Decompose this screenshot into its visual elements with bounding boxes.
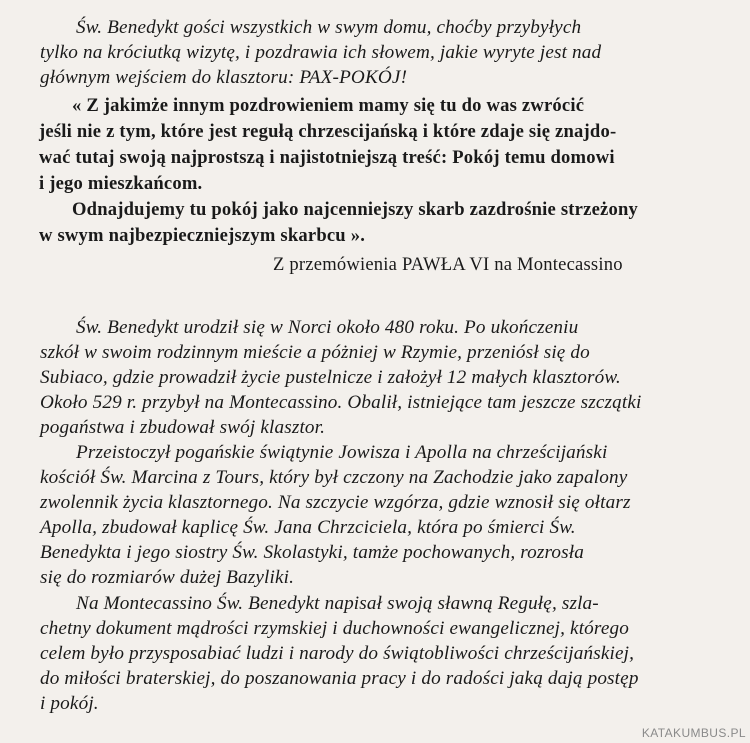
body-line: i pokój.	[40, 693, 99, 714]
body-line: celem było przysposabiać ludzi i narody do świątobliwości chrześcijańskiej,	[40, 643, 635, 664]
body-line: Apolla, zbudował kaplicę Św. Jana Chrzciciela, która po śmierci Św.	[40, 517, 576, 538]
quote-line: jeśli nie z tym, które jest regułą chrzescijańską i które zdaje się znajdo-	[39, 121, 617, 142]
quote-line: Odnajdujemy tu pokój jako najcenniejszy skarb zazdrośnie strzeżony	[72, 199, 639, 220]
body-line: pogaństwa i zbudował swój klasztor.	[40, 417, 326, 438]
body-line: do miłości braterskiej, do poszanowania pracy i do radości jaką dają postęp	[40, 668, 639, 689]
watermark: KATAKUMBUS.PL	[641, 726, 746, 740]
body-line: zwolennik życia klasztornego. Na szczycie wzgórza, gdzie wznosił się ołtarz	[40, 492, 631, 513]
quote-line: w swym najbezpieczniejszym skarbcu ».	[39, 225, 366, 246]
body-line: Przeistoczył pogańskie świątynie Jowisza i Apolla na chrześcijański	[76, 442, 608, 463]
intro-line: tylko na króciutką wizytę, i pozdrawia ich słowem, jakie wyryte jest nad	[40, 42, 602, 63]
quote-line: i jego mieszkańcom.	[39, 173, 203, 194]
body-line: szkół w swoim rodzinnym mieście a póżniej w Rzymie, przeniósł się do	[40, 342, 590, 363]
intro-line: Św. Benedykt gości wszystkich w swym domu, choćby przybyłych	[76, 17, 582, 38]
body-line: kościół Św. Marcina z Tours, który był czczony na Zachodzie jako zapalony	[40, 467, 628, 488]
body-line: Około 529 r. przybył na Montecassino. Obalił, istniejące tam jeszcze szczątki	[40, 392, 642, 413]
body-line: chetny dokument mądrości rzymskiej i duchowności ewangelicznej, którego	[40, 618, 629, 639]
quote-line: wać tutaj swoją najprostszą i najistotniejszą treść: Pokój temu domowi	[39, 147, 615, 168]
body-line: Na Montecassino Św. Benedykt napisał swoją sławną Regułę, szla-	[76, 593, 599, 614]
body-line: Św. Benedykt urodził się w Norci około 480 roku. Po ukończeniu	[76, 317, 579, 338]
body-line: się do rozmiarów dużej Bazyliki.	[40, 567, 295, 588]
quote-line: « Z jakimże innym pozdrowieniem mamy się tu do was zwrócić	[72, 95, 585, 116]
quote-source: Z przemówienia PAWŁA VI na Montecassino	[273, 254, 623, 275]
intro-line: głównym wejściem do klasztoru: PAX-POKÓJ!	[40, 67, 408, 88]
body-line: Benedykta i jego siostry Św. Skolastyki, tamże pochowanych, rozrosła	[40, 542, 584, 563]
body-line: Subiaco, gdzie prowadził życie pustelnicze i założył 12 małych klasztorów.	[40, 367, 621, 388]
